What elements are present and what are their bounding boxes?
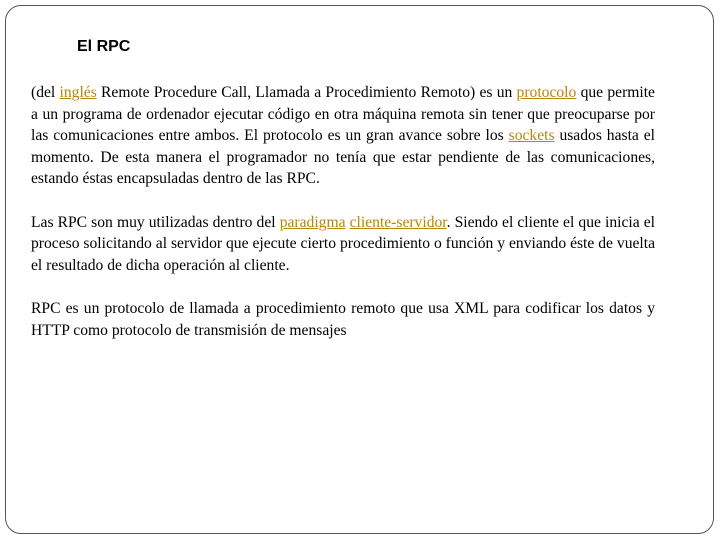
paragraph-1 — [31, 82, 655, 190]
paragraph-1-text-4: usados hasta el momento. De esta manera el programador no tenía que estar pendiente de las comunicaciones, estando éstas encapsuladas dentro de las RPC. — [31, 127, 655, 187]
link-ingles[interactable]: inglés — [59, 84, 97, 101]
paragraph-3: RPC es un protocolo de llamada a procedimiento remoto que usa XML para codificar los datos y HTTP como protocolo de transmisión de mensajes — [31, 300, 655, 339]
paragraph-1-text-3: que permite a un programa de ordenador ejecutar código en otra máquina remota sin tener que preocuparse por las comunicaciones entre ambos. El protocolo es un gran avance sobre los — [31, 84, 655, 144]
paragraph-1-text-1: (del — [31, 84, 60, 101]
paragraph-2-text-1: Las RPC son muy utilizadas dentro del — [31, 213, 280, 231]
paragraph-1-text-2: Remote Procedure Call, Llamada a Procedimiento Remoto) es un — [96, 84, 517, 101]
link-paradigma[interactable]: paradigma — [279, 213, 346, 231]
paragraph-2-text-3: . Siendo el cliente el que inicia el proceso solicitando al servidor que ejecute cierto procedimiento o función y enviando éste de vuelta el resultado de dicha operación al cliente. — [31, 213, 655, 274]
paragraph-2 — [31, 212, 655, 277]
link-cliente-servidor[interactable]: cliente-servidor — [349, 213, 447, 231]
link-sockets[interactable]: sockets — [508, 127, 555, 144]
slide-body — [31, 82, 655, 363]
slide-title: El RPC — [77, 38, 131, 55]
link-protocolo[interactable]: protocolo — [516, 84, 577, 101]
